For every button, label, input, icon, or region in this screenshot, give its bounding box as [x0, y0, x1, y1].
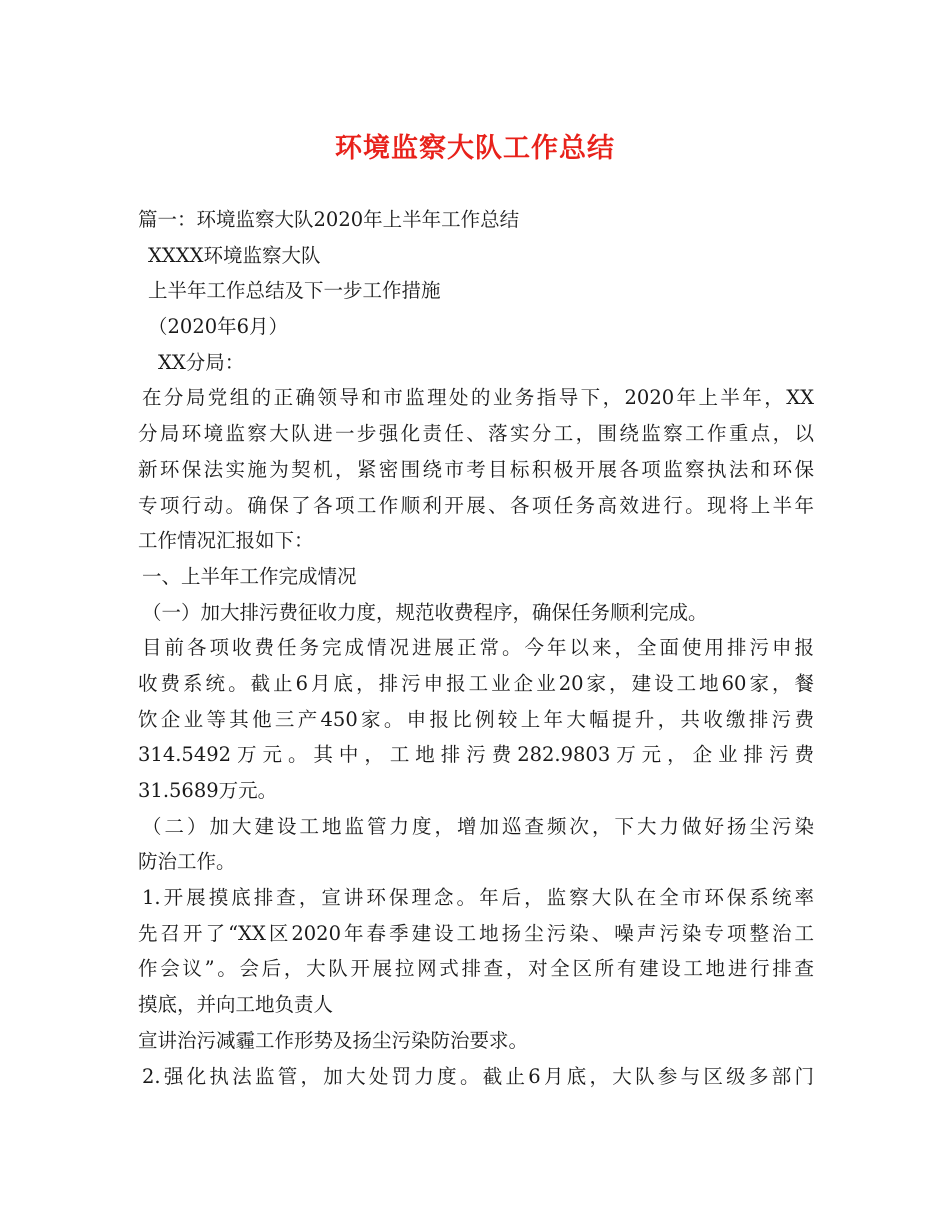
subheading-line: （二）加大建设工地监管力度，增加巡查频次，下大力做好扬尘污染: [142, 814, 814, 838]
paragraph-line: 摸底，并向工地负责人: [138, 993, 334, 1017]
paragraph-line: 2.强化执法监管，加大处罚力度。截止6月底，大队参与区级多部门: [142, 1064, 814, 1088]
subheading-line: 防治工作。: [138, 850, 236, 874]
paragraph-line: 1.开展摸底排查，宣讲环保理念。年后，监察大队在全市环保系统率: [142, 886, 814, 910]
section-heading: 篇一：环境监察大队2020年上半年工作总结: [138, 208, 520, 231]
document-title: 环境监察大队工作总结: [335, 133, 615, 164]
paragraph-line: 314.5492万元。其中，工地排污费282.9803万元，企业排污费: [138, 743, 814, 767]
paragraph-line: 31.5689万元。: [138, 779, 278, 802]
paragraph-line: 收费系统。截止6月底，排污申报工业企业20家，建设工地60家，餐: [138, 671, 814, 695]
report-date: （2020年6月）: [148, 315, 289, 339]
paragraph-line: 在分局党组的正确领导和市监理处的业务指导下，2020年上半年，XX: [142, 386, 814, 410]
salutation: XX分局：: [158, 350, 245, 374]
paragraph-line: 宣讲治污减霾工作形势及扬尘污染防治要求。: [138, 1028, 529, 1052]
paragraph-line: 目前各项收费任务完成情况进展正常。今年以来，全面使用排污申报: [142, 636, 814, 660]
organization-name: XXXX环境监察大队: [148, 243, 321, 267]
paragraph-line: 分局环境监察大队进一步强化责任、落实分工，围绕监察工作重点，以: [138, 422, 814, 446]
paragraph-line: 工作情况汇报如下：: [138, 529, 314, 553]
paragraph-line: 作会议”。会后，大队开展拉网式排查，对全区所有建设工地进行排查: [138, 957, 814, 981]
document-body: [138, 202, 814, 1094]
report-subtitle: 上半年工作总结及下一步工作措施: [148, 279, 441, 303]
paragraph-line: 先召开了“XX区2020年春季建设工地扬尘污染、噪声污染专项整治工: [138, 921, 814, 945]
paragraph-line: 饮企业等其他三产450家。申报比例较上年大幅提升，共收缴排污费: [138, 707, 814, 731]
paragraph-line: 专项行动。确保了各项工作顺利开展、各项任务高效进行。现将上半年: [138, 493, 814, 517]
paragraph-line: 新环保法实施为契机，紧密围绕市考目标积极开展各项监察执法和环保: [138, 457, 814, 481]
heading-line: 一、上半年工作完成情况: [142, 564, 357, 588]
subheading-line: （一）加大排污费征收力度，规范收费程序，确保任务顺利完成。: [142, 600, 708, 624]
